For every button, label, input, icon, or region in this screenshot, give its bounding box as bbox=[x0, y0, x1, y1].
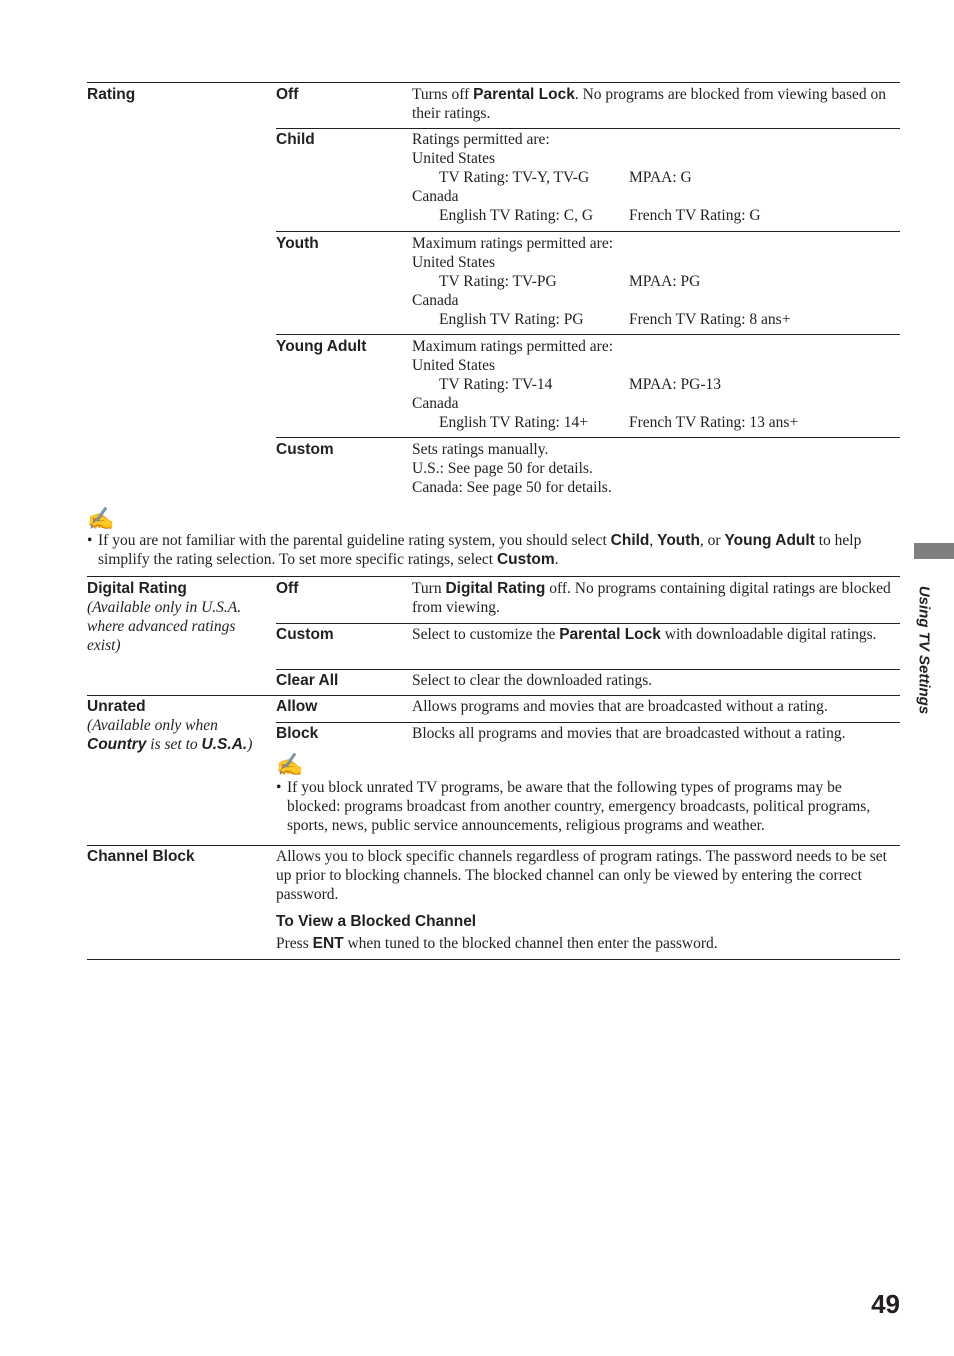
rating-young-adult-option: Young Adult bbox=[276, 338, 367, 355]
rating-child-option: Child bbox=[276, 131, 315, 148]
rating-youth-option: Youth bbox=[276, 235, 319, 252]
digital-off-option: Off bbox=[276, 580, 299, 597]
note-pencil-icon: ✍ bbox=[87, 506, 115, 531]
note-pencil-icon: ✍ bbox=[276, 752, 304, 777]
unrated-label: Unrated bbox=[87, 698, 146, 715]
page-number: 49 bbox=[871, 1289, 900, 1319]
rule bbox=[87, 695, 900, 696]
rating-label: Rating bbox=[87, 86, 136, 103]
note-unrated-warning: • If you block unrated TV programs, be aware that the following types of programs may be blocked: programs broadcast from another country, emergency broadcasts, political programs, sports, news, public service announcements, religious programs and weather. bbox=[276, 779, 871, 834]
blocked-channel-instructions: Press ENT when tuned to the blocked channel then enter the password. bbox=[276, 935, 718, 952]
digital-clear-all-desc: Select to clear the downloaded ratings. bbox=[412, 672, 653, 689]
unrated-allow-option: Allow bbox=[276, 698, 318, 715]
rating-off-desc: Turns off Parental Lock. No programs are blocked from viewing based on their ratings. bbox=[412, 86, 887, 122]
digital-clear-all-option: Clear All bbox=[276, 672, 339, 689]
digital-rating-availability: (Available only in U.S.A. where advanced ratings exist) bbox=[87, 599, 242, 654]
unrated-block-desc: Blocks all programs and movies that are broadcasted without a rating. bbox=[412, 725, 846, 742]
unrated-label-group bbox=[87, 697, 272, 754]
rating-off-option: Off bbox=[276, 86, 299, 103]
unrated-block-option: Block bbox=[276, 725, 319, 742]
rating-child-desc: Ratings permitted are: United States TV Rating: TV-Y, TV-G MPAA: G Canada English TV Rating: C, G French TV Rating: G bbox=[412, 131, 761, 224]
unrated-allow-desc: Allows programs and movies that are broadcasted without a rating. bbox=[412, 698, 828, 715]
rule bbox=[276, 334, 900, 335]
rule bbox=[87, 845, 900, 846]
bullet: • bbox=[276, 779, 282, 796]
digital-custom-desc: Select to customize the Parental Lock with downloadable digital ratings. bbox=[412, 626, 877, 643]
rating-youth-desc: Maximum ratings permitted are: United States TV Rating: TV-PG MPAA: PG Canada English TV Rating: PG French TV Rating: 8 ans+ bbox=[412, 235, 791, 328]
rule bbox=[276, 231, 900, 232]
rule bbox=[276, 623, 900, 624]
rule bbox=[276, 669, 900, 670]
unrated-availability: (Available only when Country is set to U.S.A.) bbox=[87, 717, 253, 753]
blocked-channel-subheading: To View a Blocked Channel bbox=[276, 913, 477, 930]
channel-block-desc: Allows you to block specific channels regardless of program ratings. The password needs to be set up prior to blocking channels. The blocked channel can only be viewed by entering the correct password. bbox=[276, 848, 887, 903]
rule-bottom bbox=[87, 959, 900, 960]
note-rating-tip: • If you are not familiar with the parental guideline rating system, you should select Child, Youth, or Young Adult to help simplify the rating selection. To set more specific ratings, select Custom. bbox=[87, 532, 862, 568]
rule bbox=[276, 722, 900, 723]
rule bbox=[87, 576, 900, 577]
rating-young-adult-desc: Maximum ratings permitted are: United States TV Rating: TV-14 MPAA: PG-13 Canada English TV Rating: 14+ French TV Rating: 13 ans+ bbox=[412, 338, 799, 431]
digital-custom-option: Custom bbox=[276, 626, 334, 643]
section-sidebar-label: Using TV Settings bbox=[915, 585, 933, 715]
rule bbox=[276, 437, 900, 438]
digital-rating-label: Digital Rating bbox=[87, 580, 187, 597]
channel-block-label: Channel Block bbox=[87, 848, 195, 865]
rule-top bbox=[87, 82, 900, 83]
rule bbox=[276, 128, 900, 129]
digital-off-desc: Turn Digital Rating off. No programs containing digital ratings are blocked from viewing. bbox=[412, 580, 891, 616]
digital-rating-label-group bbox=[87, 579, 272, 655]
bullet: • bbox=[87, 532, 93, 549]
section-tab-marker bbox=[914, 543, 954, 559]
rating-custom-option: Custom bbox=[276, 441, 334, 458]
rating-custom-desc: Sets ratings manually. U.S.: See page 50 for details. Canada: See page 50 for details. bbox=[412, 441, 612, 496]
